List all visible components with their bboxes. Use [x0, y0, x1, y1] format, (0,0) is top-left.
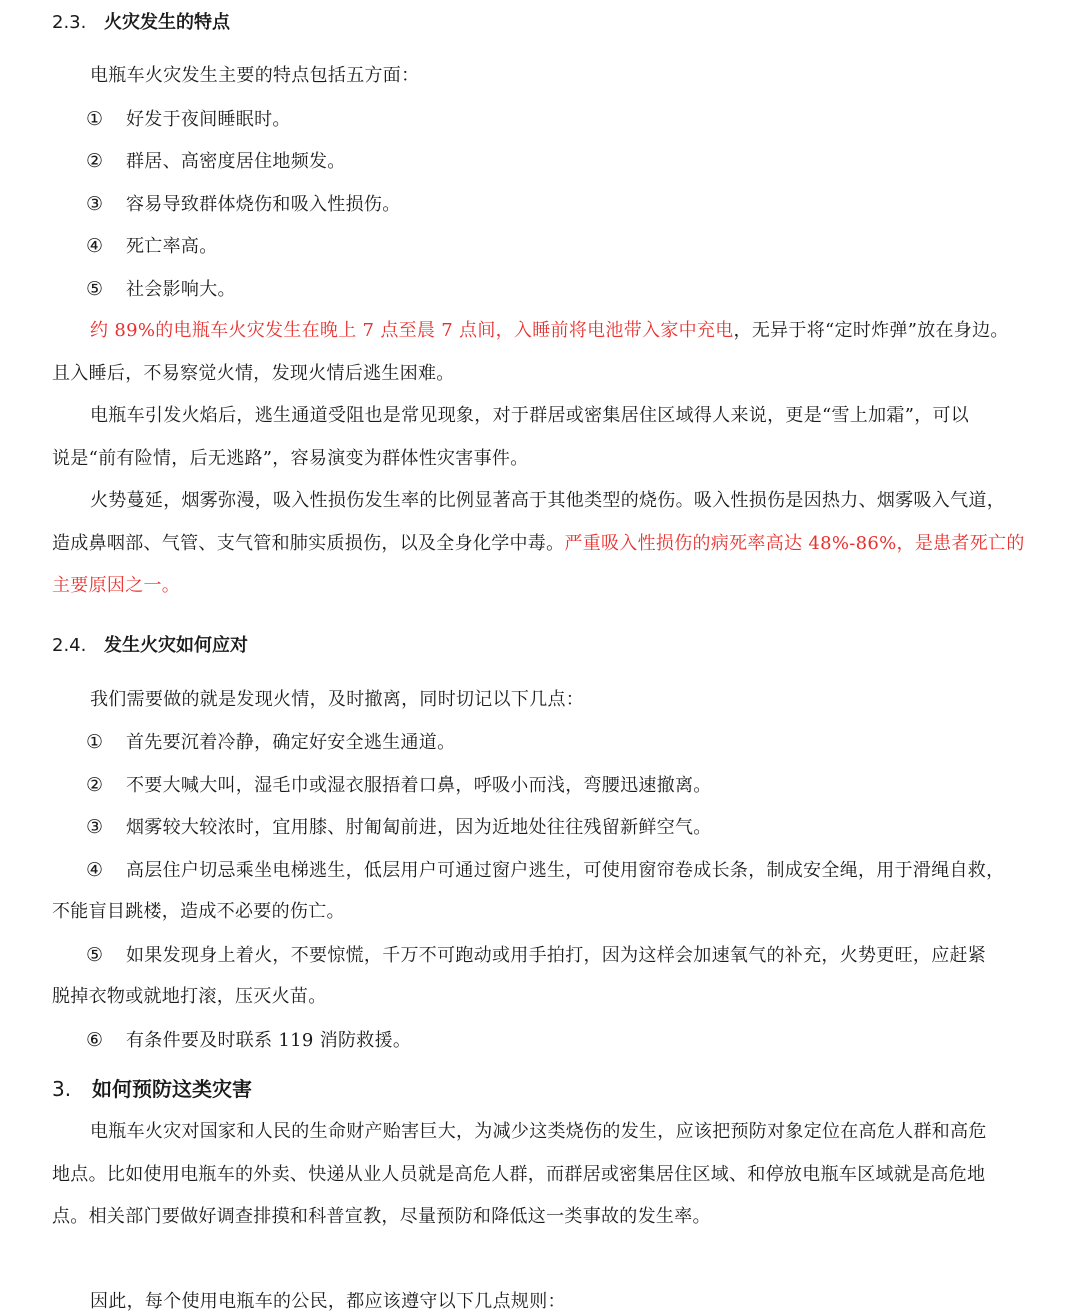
list-item-text: 好发于夜间睡眠时。 [126, 109, 291, 130]
paragraph-line: 点。相关部门要做好调查排摸和科普宣教，尽量预防和降低这一类事故的发生率。 [52, 1206, 711, 1227]
highlight-text: 约 89%的电瓶车火灾发生在晚上 7 点至晨 7 点间，入睡前将电池带入家中充电 [90, 320, 734, 341]
list-item [86, 192, 1032, 217]
paragraph-line [52, 532, 1032, 556]
list-marker: ⑤ [86, 944, 104, 966]
list-marker: ③ [86, 193, 104, 215]
list-marker: ④ [86, 235, 104, 257]
list-item [86, 858, 1032, 883]
paragraph-line: 火势蔓延，烟雾弥漫，吸入性损伤发生率的比例显著高于其他类型的烧伤。吸入性损伤是因热力、烟雾吸入气道， [90, 490, 1005, 511]
paragraph-intro: 电瓶车火灾发生主要的特点包括五方面： [90, 65, 420, 86]
highlight-text: 严重吸入性损伤的病死率高达 48%-86%，是患者死亡的 [564, 533, 1025, 554]
list-item-text: 烟雾较大较浓时，宜用膝、肘匍匐前进，因为近地处往往残留新鲜空气。 [126, 817, 712, 838]
list-item-continuation: 不能盲目跳楼，造成不必要的伤亡。 [52, 901, 345, 922]
section-title: 发生火灾如何应对 [104, 635, 248, 656]
list-item [86, 943, 1032, 968]
list-item-text: 高层住户切忌乘坐电梯逃生，低层用户可通过窗户逃生，可使用窗帘卷成长条，制成安全绳，用于滑绳自救， [126, 860, 1005, 881]
list-marker: ① [86, 108, 104, 130]
list-item [86, 107, 1032, 132]
list-item-continuation: 脱掉衣物或就地打滚，压灭火苗。 [52, 986, 327, 1007]
body-text: 造成鼻咽部、气管、支气管和肺实质损伤，以及全身化学中毒。 [52, 533, 565, 554]
list-item-text: 群居、高密度居住地频发。 [126, 151, 346, 172]
section-number: 3. [52, 1077, 72, 1101]
list-item-text: 社会影响大。 [126, 279, 236, 300]
list-item [86, 1028, 1032, 1053]
list-item [86, 234, 1032, 259]
list-marker: ④ [86, 859, 104, 881]
list-marker: ③ [86, 816, 104, 838]
list-marker: ⑥ [86, 1029, 104, 1051]
section-number: 2.4. [52, 635, 87, 656]
paragraph-line: 地点。比如使用电瓶车的外卖、快递从业人员就是高危人群，而群居或密集居住区域、和停放电瓶车区域就是高危地 [52, 1164, 986, 1185]
section-number: 2.3. [52, 12, 87, 33]
body-text: ，无异于将“定时炸弹”放在身边。 [733, 320, 1009, 341]
list-item-text: 容易导致群体烧伤和吸入性损伤。 [126, 194, 401, 215]
paragraph-intro: 我们需要做的就是发现火情，及时撤离，同时切记以下几点： [90, 689, 585, 710]
section-title: 如何预防这类灾害 [92, 1077, 252, 1101]
list-item [86, 730, 1032, 755]
list-item-text: 首先要沉着冷静，确定好安全逃生通道。 [126, 732, 456, 753]
paragraph-line: 电瓶车引发火焰后，逃生通道受阻也是常见现象，对于群居或密集居住区域得人来说，更是“雪上加霜”，可以 [90, 405, 970, 426]
paragraph-line: 电瓶车火灾对国家和人民的生命财产贻害巨大，为减少这类烧伤的发生，应该把预防对象定位在高危人群和高危 [90, 1121, 987, 1142]
list-marker: ② [86, 774, 104, 796]
list-item-text: 有条件要及时联系 119 消防救援。 [126, 1030, 412, 1051]
list-item [86, 149, 1032, 174]
list-item [86, 277, 1032, 302]
section-heading-3 [52, 1073, 252, 1102]
list-item-text: 不要大喊大叫，湿毛巾或湿衣服捂着口鼻，呼吸小而浅，弯腰迅速撤离。 [126, 775, 712, 796]
list-marker: ⑤ [86, 278, 104, 300]
list-marker: ① [86, 731, 104, 753]
list-item-text: 如果发现身上着火，不要惊慌，千万不可跑动或用手拍打，因为这样会加速氧气的补充，火势更旺，应赶紧 [126, 945, 987, 966]
paragraph-line: 且入睡后，不易察觉火情，发现火情后逃生困难。 [52, 363, 455, 384]
list-item [86, 773, 1032, 798]
section-heading-2-3 [52, 8, 230, 34]
list-marker: ② [86, 150, 104, 172]
section-heading-2-4 [52, 631, 248, 657]
list-item-text: 死亡率高。 [126, 236, 218, 257]
highlight-text: 主要原因之一。 [52, 575, 181, 596]
paragraph-line: 说是“前有险情，后无逃路”，容易演变为群体性灾害事件。 [52, 448, 529, 469]
paragraph-line [90, 319, 1032, 343]
section-title: 火灾发生的特点 [104, 12, 230, 33]
list-item [86, 815, 1032, 840]
paragraph-line: 因此，每个使用电瓶车的公民，都应该遵守以下几点规则： [90, 1291, 566, 1312]
